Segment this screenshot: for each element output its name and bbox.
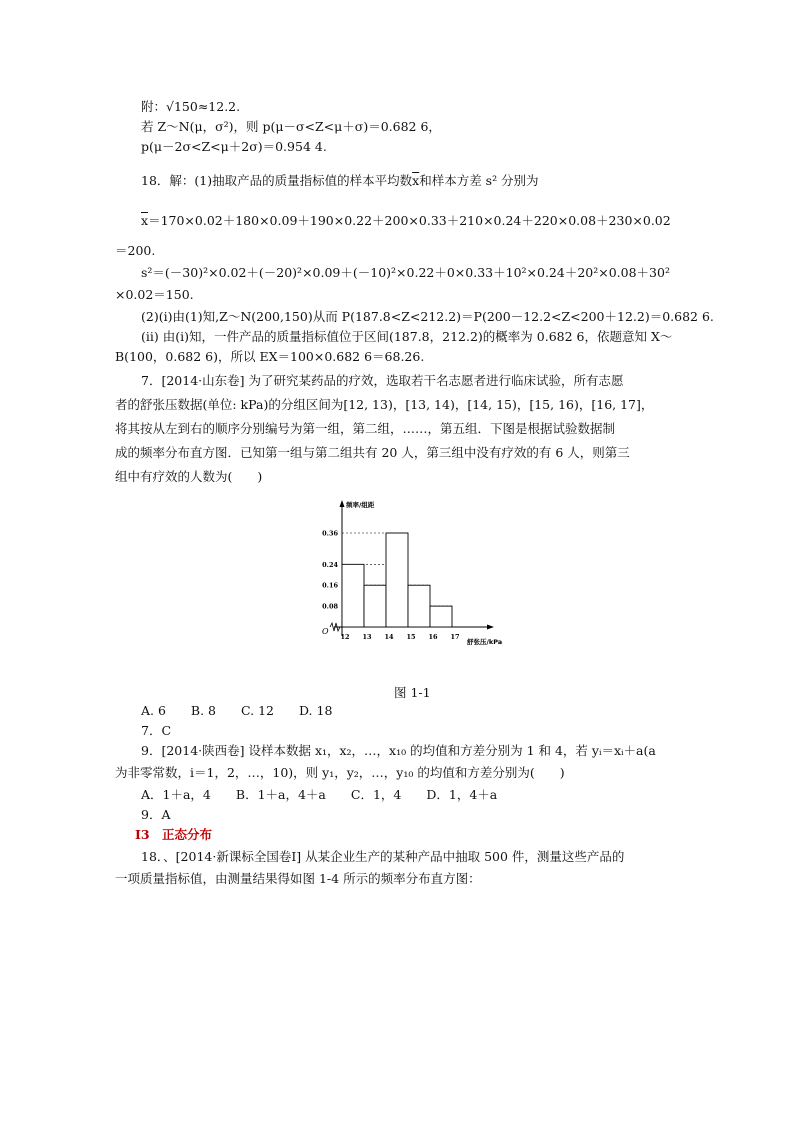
y-tick-labels <box>322 530 338 611</box>
x-tick-label: 12 <box>340 633 350 641</box>
y-axis-arrow <box>340 500 345 507</box>
q18-line2: 一项质量指标值，由测量结果得如图 1-4 所示的频率分布直方图： <box>115 871 481 886</box>
mean-formula-body: ＝170×0.02＋180×0.09＋190×0.22＋200×0.33＋210×0.24＋220×0.08＋230×0.02 <box>148 213 671 228</box>
q9-options: A．1＋a，4 B．1＋a，4＋a C．1，4 D．1，4＋a <box>141 787 498 802</box>
q9-line1: 9．[2014·陕西卷] 设样本数据 x₁，x₂，…，x₁₀ 的均值和方差分别为 1 和 4，若 yᵢ＝xᵢ＋a(a <box>141 743 656 758</box>
y-axis-label: 频率/组距 <box>346 501 375 509</box>
section-heading: I3 正态分布 <box>135 827 213 842</box>
histogram-bar <box>408 585 430 627</box>
histogram-bar <box>430 606 452 627</box>
q7-line3: 将其按从左到右的顺序分别编号为第一组，第二组，……，第五组．下图是根据试验数据制 <box>115 421 616 436</box>
y-tick-label: 0.36 <box>322 529 338 538</box>
xbar-symbol: $\overline{x}$ <box>412 173 420 188</box>
histogram-bar <box>342 564 364 627</box>
q7-line5: 组中有疗效的人数为( ) <box>115 469 263 484</box>
figure-caption: 图 1-1 <box>394 685 431 700</box>
y-tick-label: 0.16 <box>322 581 338 590</box>
q7-answer: 7．C <box>141 723 172 738</box>
y-tick-label: 0.08 <box>322 602 338 611</box>
normal-prob-1: 若 Z～N(μ，σ²)，则 p(μ－σ<Z<μ＋σ)＝0.682 6， <box>141 119 441 134</box>
x-tick-label: 15 <box>406 633 416 641</box>
origin-label: O <box>322 627 329 636</box>
x-tick-labels <box>340 633 459 641</box>
histogram-bar <box>386 533 408 627</box>
variance-formula: s²＝(－30)²×0.02＋(－20)²×0.09＋(－10)²×0.22＋0×0.33＋10²×0.24＋20²×0.08＋30² <box>141 265 670 280</box>
solution-2-ii: (ii) 由(i)知，一件产品的质量指标值位于区间(187.8，212.2)的概率为 0.682 6，依题意知 X～ <box>141 329 673 344</box>
solution-2-ii-cont: B(100，0.682 6)，所以 EX＝100×0.682 6＝68.26. <box>115 349 425 364</box>
q18-line1: 18．、[2014·新课标全国卷Ⅰ] 从某企业生产的某种产品中抽取 500 件，测量这些产品的 <box>141 849 625 864</box>
solution-2-i: (2)(i)由(1)知,Z～N(200,150)从而 P(187.8<Z<212.2)＝P(200－12.2<Z<200＋12.2)＝0.682 6. <box>141 309 714 324</box>
histogram-bar <box>364 585 386 627</box>
xbar-symbol-2: $\overline{x}$ <box>141 213 149 228</box>
appendix-sqrt: 附：√150≈12.2. <box>141 99 241 114</box>
y-tick-label: 0.24 <box>322 560 338 569</box>
mean-formula <box>141 213 671 229</box>
x-tick-label: 13 <box>362 633 372 641</box>
mean-result: ＝200. <box>115 243 156 258</box>
x-axis-label: 舒张压/kPa <box>467 638 503 646</box>
solution-18-intro <box>141 173 539 189</box>
x-tick-label: 16 <box>428 633 438 641</box>
q7-line2: 者的舒张压数据(单位: kPa)的分组区间为[12, 13)，[13, 14)，[14, 15)，[15, 16)，[16, 17]， <box>115 397 654 412</box>
q9-answer: 9．A <box>141 807 171 822</box>
q9-line2: 为非零常数，i＝1，2，…，10)，则 y₁，y₂，…，y₁₀ 的均值和方差分别为( ) <box>115 765 565 780</box>
x-tick-label: 17 <box>450 633 460 641</box>
frequency-histogram <box>300 496 530 654</box>
variance-result: ×0.02＝150. <box>115 287 194 302</box>
x-axis-arrow <box>487 625 494 630</box>
x-tick-label: 14 <box>384 633 394 641</box>
solution-18-intro-b: 和样本方差 s² 分别为 <box>419 173 539 188</box>
normal-prob-2: p(μ－2σ<Z<μ＋2σ)＝0.954 4. <box>141 139 327 154</box>
solution-18-intro-a: 18．解：(1)抽取产品的质量指标值的样本平均数 <box>141 173 413 188</box>
q7-line4: 成的频率分布直方图．已知第一组与第二组共有 20 人，第三组中没有疗效的有 6 人，则第三 <box>115 445 630 460</box>
q7-options: A. 6 B. 8 C. 12 D. 18 <box>141 703 333 718</box>
q7-line1: 7．[2014·山东卷] 为了研究某药品的疗效，选取若干名志愿者进行临床试验，所有志愿 <box>141 373 624 388</box>
histogram-bars <box>342 533 452 627</box>
